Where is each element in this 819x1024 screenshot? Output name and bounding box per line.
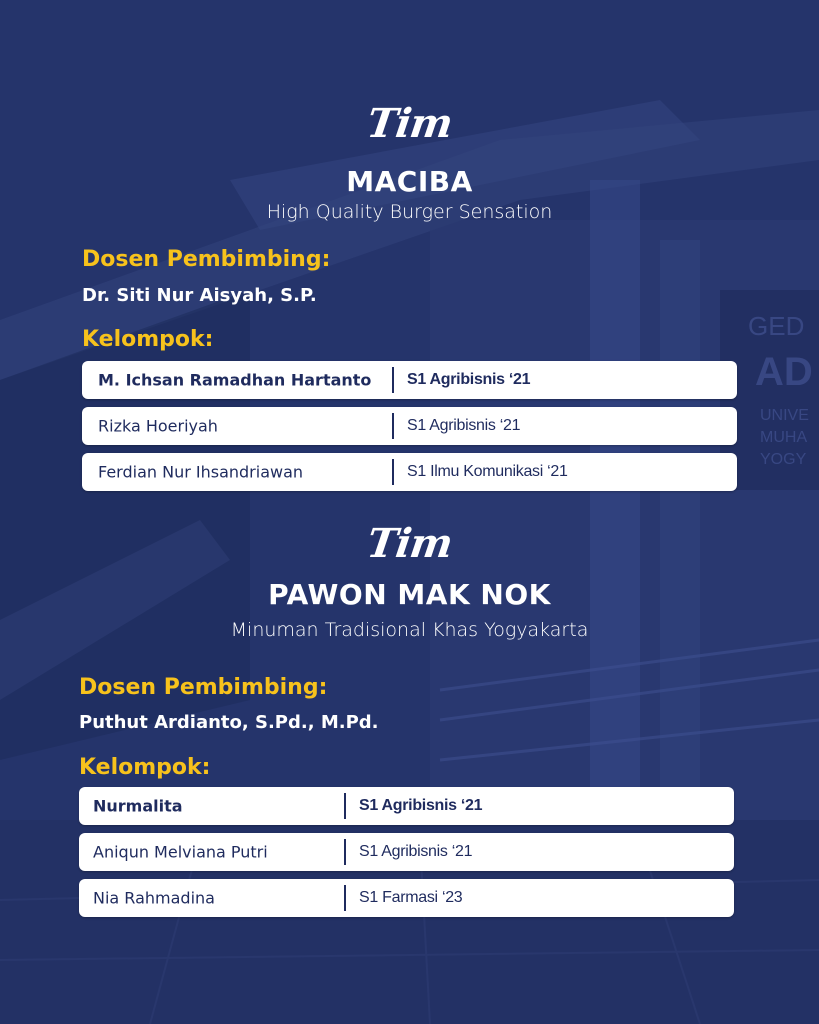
row-divider <box>344 885 346 911</box>
member-row <box>82 407 737 445</box>
member-row <box>79 787 734 825</box>
member-name: Nia Rahmadina <box>93 888 215 908</box>
member-name: M. Ichsan Ramadhan Hartanto <box>98 370 372 390</box>
tim-heading: Tim <box>364 520 455 567</box>
member-program: S1 Agribisnis ‘21 <box>407 417 521 434</box>
sign-text: UNIVE <box>760 407 809 424</box>
team-tagline: Minuman Tradisional Khas Yogyakarta <box>230 619 589 641</box>
sign-text: GED <box>748 311 805 341</box>
row-divider <box>344 793 346 819</box>
team-tagline: High Quality Burger Sensation <box>266 201 553 223</box>
member-program: S1 Agribisnis ‘21 <box>359 797 483 814</box>
group-label: Kelompok: <box>82 327 214 352</box>
advisor-name: Puthut Ardianto, S.Pd., M.Pd. <box>79 712 379 733</box>
member-row <box>79 833 734 871</box>
sign-text: YOGY <box>760 451 807 468</box>
member-row <box>79 879 734 917</box>
member-name: Nurmalita <box>93 796 183 816</box>
row-divider <box>392 459 394 485</box>
advisor-name: Dr. Siti Nur Aisyah, S.P. <box>82 285 317 306</box>
group-label: Kelompok: <box>79 755 211 780</box>
advisor-label: Dosen Pembimbing: <box>79 675 328 700</box>
row-divider <box>392 413 394 439</box>
team-name: PAWON MAK NOK <box>268 578 551 611</box>
tim-heading: Tim <box>364 100 455 147</box>
member-program: S1 Agribisnis ‘21 <box>359 843 473 860</box>
member-name: Aniqun Melviana Putri <box>93 842 268 862</box>
member-row <box>82 453 737 491</box>
member-row <box>82 361 737 399</box>
member-name: Rizka Hoeriyah <box>98 416 218 436</box>
member-name: Ferdian Nur Ihsandriawan <box>98 462 304 482</box>
advisor-label: Dosen Pembimbing: <box>82 247 331 272</box>
row-divider <box>344 839 346 865</box>
member-program: S1 Ilmu Komunikasi ‘21 <box>407 463 568 480</box>
sign-text: MUHA <box>760 429 808 446</box>
sign-text: AD <box>755 350 813 394</box>
member-program: S1 Agribisnis ‘21 <box>407 371 531 388</box>
team-name: MACIBA <box>346 165 473 198</box>
row-divider <box>392 367 394 393</box>
member-program: S1 Farmasi ‘23 <box>359 889 463 906</box>
